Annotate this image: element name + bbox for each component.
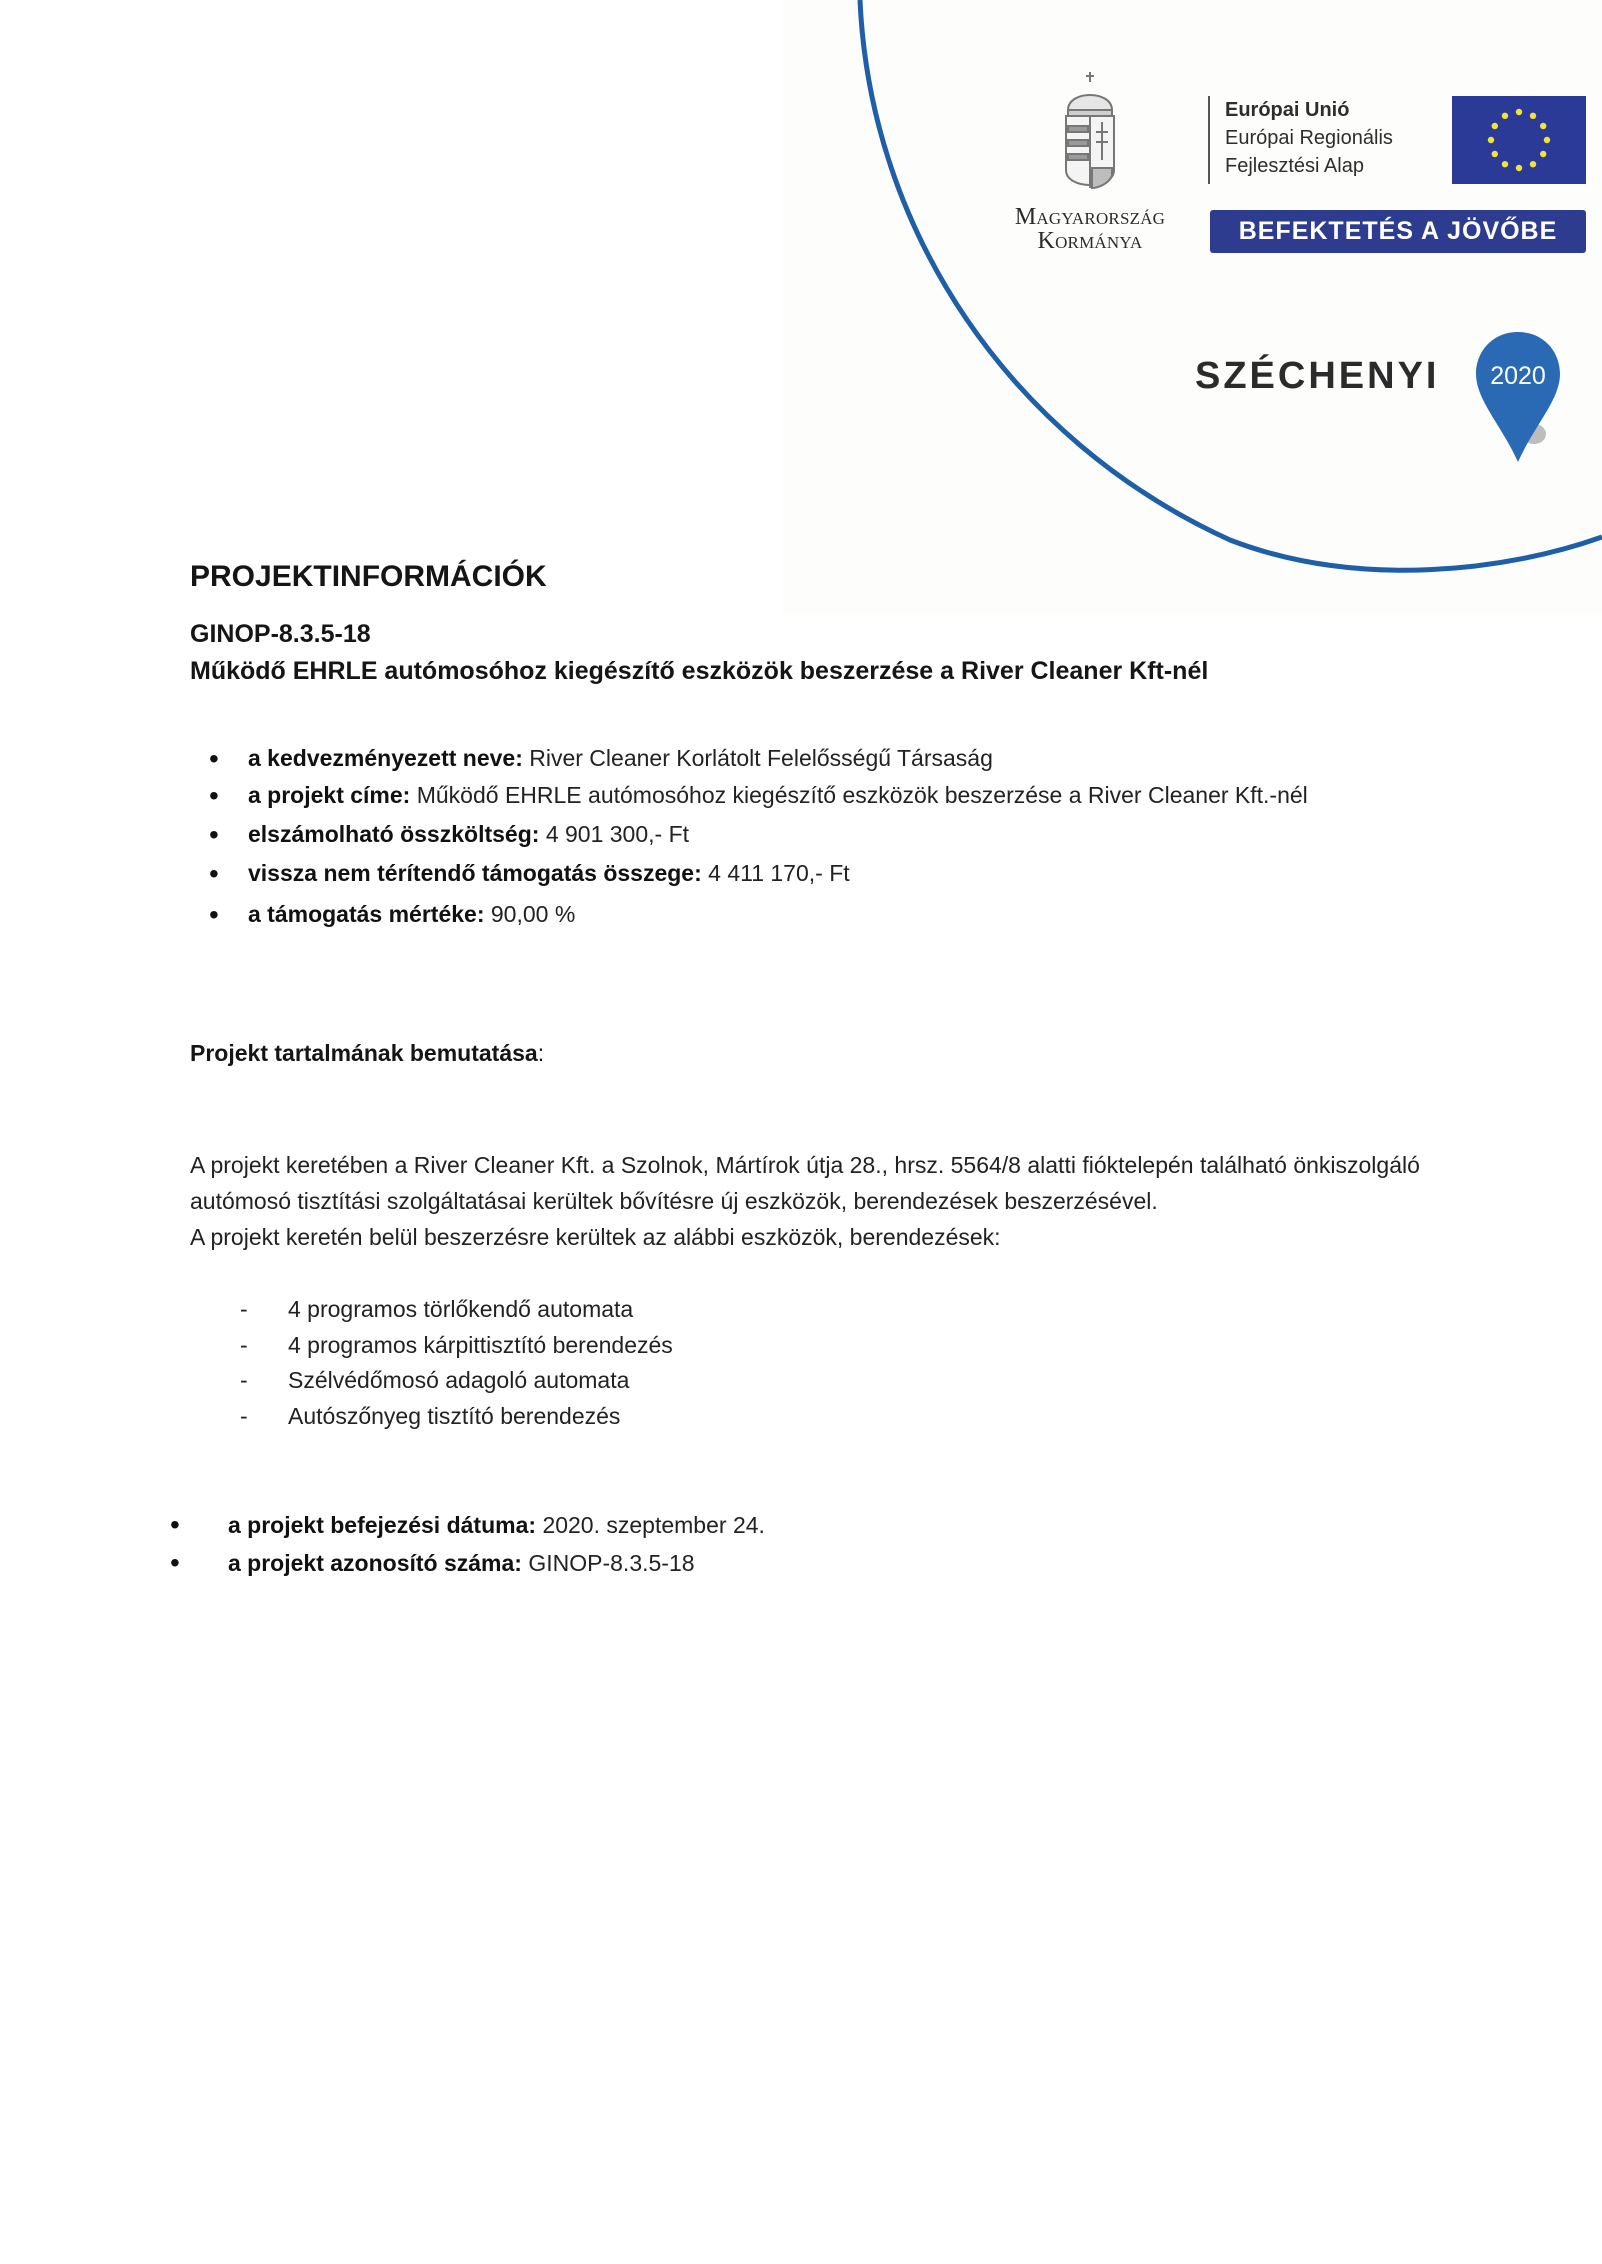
info-label: elszámolható összköltség: xyxy=(248,821,540,847)
project-subtitle: Működő EHRLE autómosóhoz kiegészítő eszközök beszerzése a River Cleaner Kft-nél xyxy=(190,657,1209,685)
equipment-list xyxy=(190,1292,673,1434)
szechenyi-2020-pin-icon xyxy=(1472,330,1564,464)
szechenyi-wordmark: SZÉCHENYI xyxy=(1195,355,1440,397)
eu-star-icon xyxy=(1488,137,1494,143)
eu-star-icon xyxy=(1502,161,1508,167)
info-value: River Cleaner Korlátolt Felelősségű Társaság xyxy=(529,745,993,771)
program-code: GINOP-8.3.5-18 xyxy=(190,620,371,648)
eu-fund-text xyxy=(1225,96,1393,180)
info-label: a támogatás mértéke: xyxy=(248,901,485,927)
description-paragraph-1: A projekt keretében a River Cleaner Kft. a Szolnok, Mártírok útja 28., hrsz. 5564/8 alatti fióktelepén található önkiszolgáló autómosó tisztítási szolgáltatásai kerültek bővítésre új eszközök, berendezések beszerzésével. xyxy=(190,1152,1420,1214)
closing-info-list xyxy=(160,1506,765,1582)
info-item-beneficiary xyxy=(190,740,1430,777)
eu-star-icon xyxy=(1530,113,1536,119)
eu-fund-line2: Európai Regionális xyxy=(1225,127,1393,149)
equipment-item: - 4 programos kárpittisztító berendezés xyxy=(190,1328,673,1364)
info-value: Működő EHRLE autómosóhoz kiegészítő eszközök beszerzése a River Cleaner Kft.-nél xyxy=(416,782,1308,808)
project-description xyxy=(190,1147,1430,1255)
eu-fund-line3: Fejlesztési Alap xyxy=(1225,155,1364,177)
info-value: 90,00 % xyxy=(490,901,576,927)
section-heading xyxy=(190,1040,544,1067)
decorative-arc xyxy=(0,0,1602,620)
closing-label: a projekt befejezési dátuma: xyxy=(228,1512,537,1538)
eu-flag-icon xyxy=(1452,96,1586,184)
closing-value: GINOP-8.3.5-18 xyxy=(528,1550,695,1576)
project-info-list xyxy=(190,740,1430,933)
info-item-grant-rate xyxy=(190,896,1430,933)
closing-item-project-id xyxy=(160,1544,765,1582)
government-logo-text xyxy=(985,205,1195,253)
government-name-line1: Magyarország xyxy=(1014,204,1166,230)
section-heading-text: Projekt tartalmának bemutatása xyxy=(190,1040,538,1066)
closing-label: a projekt azonosító száma: xyxy=(228,1550,522,1576)
info-item-total-cost xyxy=(190,816,1430,853)
government-name-line2: Kormánya xyxy=(1037,228,1143,254)
section-heading-colon: : xyxy=(537,1040,545,1066)
description-paragraph-2: A projekt keretén belül beszerzésre kerültek az alábbi eszközök, berendezések: xyxy=(190,1224,1001,1250)
eu-fund-line1: Európai Unió xyxy=(1225,99,1350,121)
logo-separator xyxy=(1208,96,1210,184)
info-item-project-title xyxy=(190,777,1430,814)
info-label: vissza nem térítendő támogatás összege: xyxy=(248,860,702,886)
szechenyi-year: 2020 xyxy=(1490,362,1546,390)
closing-item-completion-date xyxy=(160,1506,765,1544)
hungarian-coat-of-arms-icon xyxy=(1058,70,1122,202)
info-value: 4 901 300,- Ft xyxy=(545,821,690,847)
eu-star-icon xyxy=(1502,113,1508,119)
eu-star-icon xyxy=(1492,151,1498,157)
eu-star-icon xyxy=(1492,123,1498,129)
equipment-item: - Szélvédőmosó adagoló automata xyxy=(190,1363,673,1399)
equipment-item: - 4 programos törlőkendő automata xyxy=(190,1292,673,1328)
page-title: PROJEKTINFORMÁCIÓK xyxy=(190,560,547,593)
equipment-item: - Autószőnyeg tisztító berendezés xyxy=(190,1399,673,1435)
eu-star-icon xyxy=(1516,165,1522,171)
info-label: a kedvezményezett neve: xyxy=(248,745,523,771)
investment-banner: BEFEKTETÉS A JÖVŐBE xyxy=(1210,210,1586,253)
eu-star-icon xyxy=(1530,161,1536,167)
eu-star-icon xyxy=(1544,137,1550,143)
eu-star-icon xyxy=(1516,109,1522,115)
info-label: a projekt címe: xyxy=(248,782,411,808)
info-value: 4 411 170,- Ft xyxy=(708,860,850,886)
eu-star-icon xyxy=(1540,151,1546,157)
eu-star-icon xyxy=(1540,123,1546,129)
info-item-grant-amount xyxy=(190,855,1430,892)
closing-value: 2020. szeptember 24. xyxy=(542,1512,765,1538)
